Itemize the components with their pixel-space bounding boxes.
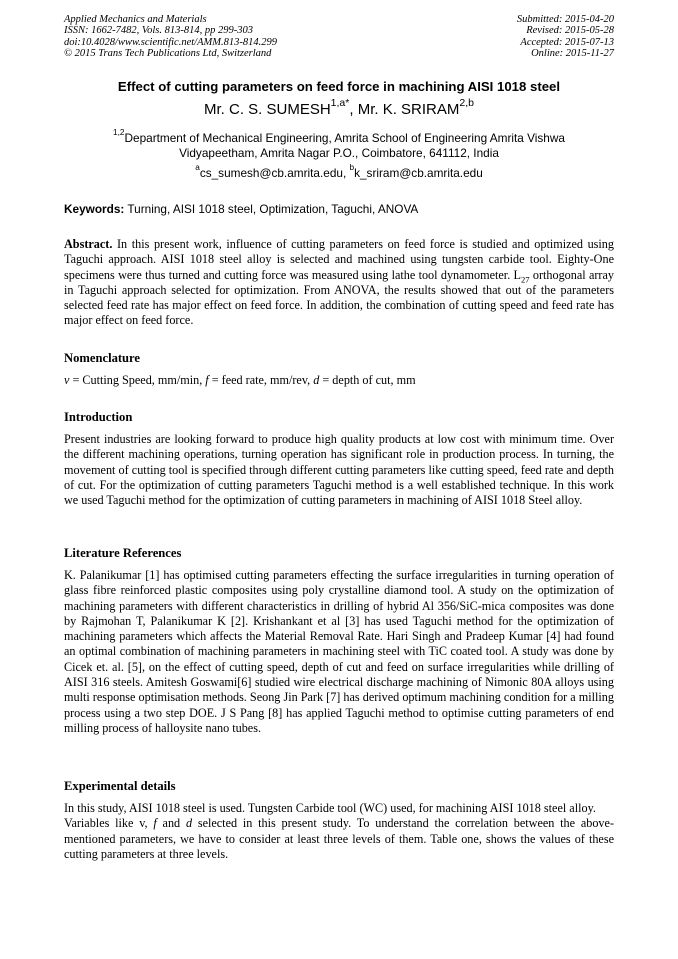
experimental-text-b: and [156, 816, 186, 831]
experimental-text [64, 801, 614, 862]
symbol-d-definition: = depth of cut, mm [319, 373, 416, 387]
symbol-v-definition: = Cutting Speed, mm/min, [69, 373, 206, 387]
literature-heading: Literature References [64, 546, 182, 560]
affiliation [0, 128, 678, 161]
symbol-d-inline: d [185, 816, 193, 831]
author-2-affiliation: 2,b [459, 96, 474, 109]
author-emails [0, 163, 678, 180]
affiliation-line-1 [0, 128, 678, 146]
affiliation-line-2: Vidyapeetham, Amrita Nagar P.O., Coimbatore, 641112, India [179, 146, 499, 160]
symbol-f: f [205, 373, 209, 387]
abstract-text-b: orthogonal array in Taguchi approach selected for optimization. From ANOVA, the results showed that out of the parameters selected feed rate has major effect on feed force. In addition, the combination of cutting speed and feed rate has major effect on feed force. [64, 267, 614, 328]
date-online: Online: 2015-11-27 [531, 48, 614, 60]
abstract-text-a: In this present work, influence of cutting parameters on feed force is studied and optimized using Taguchi approach. AISI 1018 steel alloy is selected and machined using tungsten carbide tool. Eighty-One specimens were thus turned and cutting force was measured using lathe tool dynamometer. L [64, 237, 614, 282]
experimental-text-c: selected in this present study. To understand the correlation between the above-mentioned parameters, we have to consider at least three levels of them. Table one, shows the values of these cutting parameters at three levels. [64, 816, 614, 861]
nomenclature-text [64, 373, 614, 388]
email-1-marker: a [195, 163, 200, 173]
author-list [0, 96, 678, 118]
symbol-v: v [64, 373, 70, 387]
abstract [64, 237, 614, 329]
journal-name: Applied Mechanics and Materials [64, 14, 207, 25]
email-1: cs_sumesh@cb.amrita.edu, [199, 166, 350, 180]
email-2-marker: b [349, 163, 355, 173]
author-2: Mr. K. SRIRAM [357, 101, 460, 118]
author-1: Mr. C. S. SUMESH [203, 101, 331, 118]
journal-copyright: © 2015 Trans Tech Publications Ltd, Switzerland [64, 48, 272, 60]
literature-text: K. Palanikumar [1] has optimised cutting parameters effecting the surface irregularities in turning operation of glass fibre reinforced plastic composites using poly crystalline diamond tool. A study on the optimization of machining parameters with different characteristics in drilling of hybrid Al 356/SiC-mica composites was done by Rajmohan T, Palanikumar K [2]. Krishankant et al [3] has used Taguchi method for the optimization of machining parameters which affects the Material Removal Rate. Hari Singh and Pradeep Kumar [4] had found an optimal combination of machining parameters in machining steel with TiC coated tool. A study was done by Cicek et. al. [5], on the effect of cutting speed, depth of cut and feed on surface irregularities while drilling of AISI 316 steels. Amitesh Goswami[6] studied wire electrical discharge machining of Nimonic 80A alloys using multi response optimisation methods. Seong Jin Park [7] has derived optimum machining condition for a milling process using a two step DOE. J S Pang [8] has applied Taguchi method to optimise cutting parameters of end milling process of halloysite nano tubes. [64, 568, 614, 735]
submission-dates [517, 14, 614, 60]
experimental-paragraph-2 [64, 816, 614, 862]
experimental-paragraph-1: In this study, AISI 1018 steel is used. Tungsten Carbide tool (WC) used, for machining AISI 1018 steel alloy. [64, 801, 596, 815]
introduction-heading: Introduction [64, 410, 133, 424]
introduction-text: Present industries are looking forward to produce high quality products at low cost with minimum time. Over the different machining operations, turning operation has significant role in production process. In turning, the movement of cutting tool is specified through different cutting parameters like cutting speed, feed rate and depth of cut. For the optimization of cutting parameters Taguchi method is a well established technique. In this work we used Taguchi method for the optimization of cutting parameters in machining of AISI 1018 Steel alloy. [64, 432, 614, 508]
symbol-f-inline: f [153, 816, 157, 831]
symbol-f-definition: = feed rate, mm/rev, [208, 373, 314, 387]
keywords-list: Turning, AISI 1018 steel, Optimization, Taguchi, ANOVA [124, 202, 419, 216]
keywords-label: Keywords: [64, 202, 125, 216]
abstract-label: Abstract. [64, 237, 113, 251]
journal-issn: ISSN: 1662-7482, Vols. 813-814, pp 299-303 [64, 25, 253, 37]
experimental-heading: Experimental details [64, 779, 176, 793]
date-submitted: Submitted: 2015-04-20 [516, 14, 614, 25]
symbol-d: d [313, 373, 320, 387]
affiliation-marker: 1,2 [113, 128, 125, 138]
nomenclature-heading: Nomenclature [64, 351, 141, 365]
date-revised: Revised: 2015-05-28 [526, 25, 614, 37]
experimental-text-a: Variables like v, [64, 816, 154, 831]
keywords [64, 202, 616, 216]
date-accepted: Accepted: 2015-07-13 [520, 36, 614, 48]
journal-doi: doi:10.4028/www.scientific.net/AMM.813-814.299 [64, 36, 277, 48]
affiliation-text-1: Department of Mechanical Engineering, Amrita School of Engineering Amrita Vishwa [124, 131, 565, 145]
email-2: k_sriram@cb.amrita.edu [354, 166, 483, 180]
author-1-affiliation: 1,a* [330, 96, 350, 109]
abstract-subscript: 27 [521, 274, 530, 285]
author-separator: , [349, 101, 358, 118]
journal-info [64, 14, 277, 60]
paper-title: Effect of cutting parameters on feed force in machining AISI 1018 steel [117, 79, 561, 94]
